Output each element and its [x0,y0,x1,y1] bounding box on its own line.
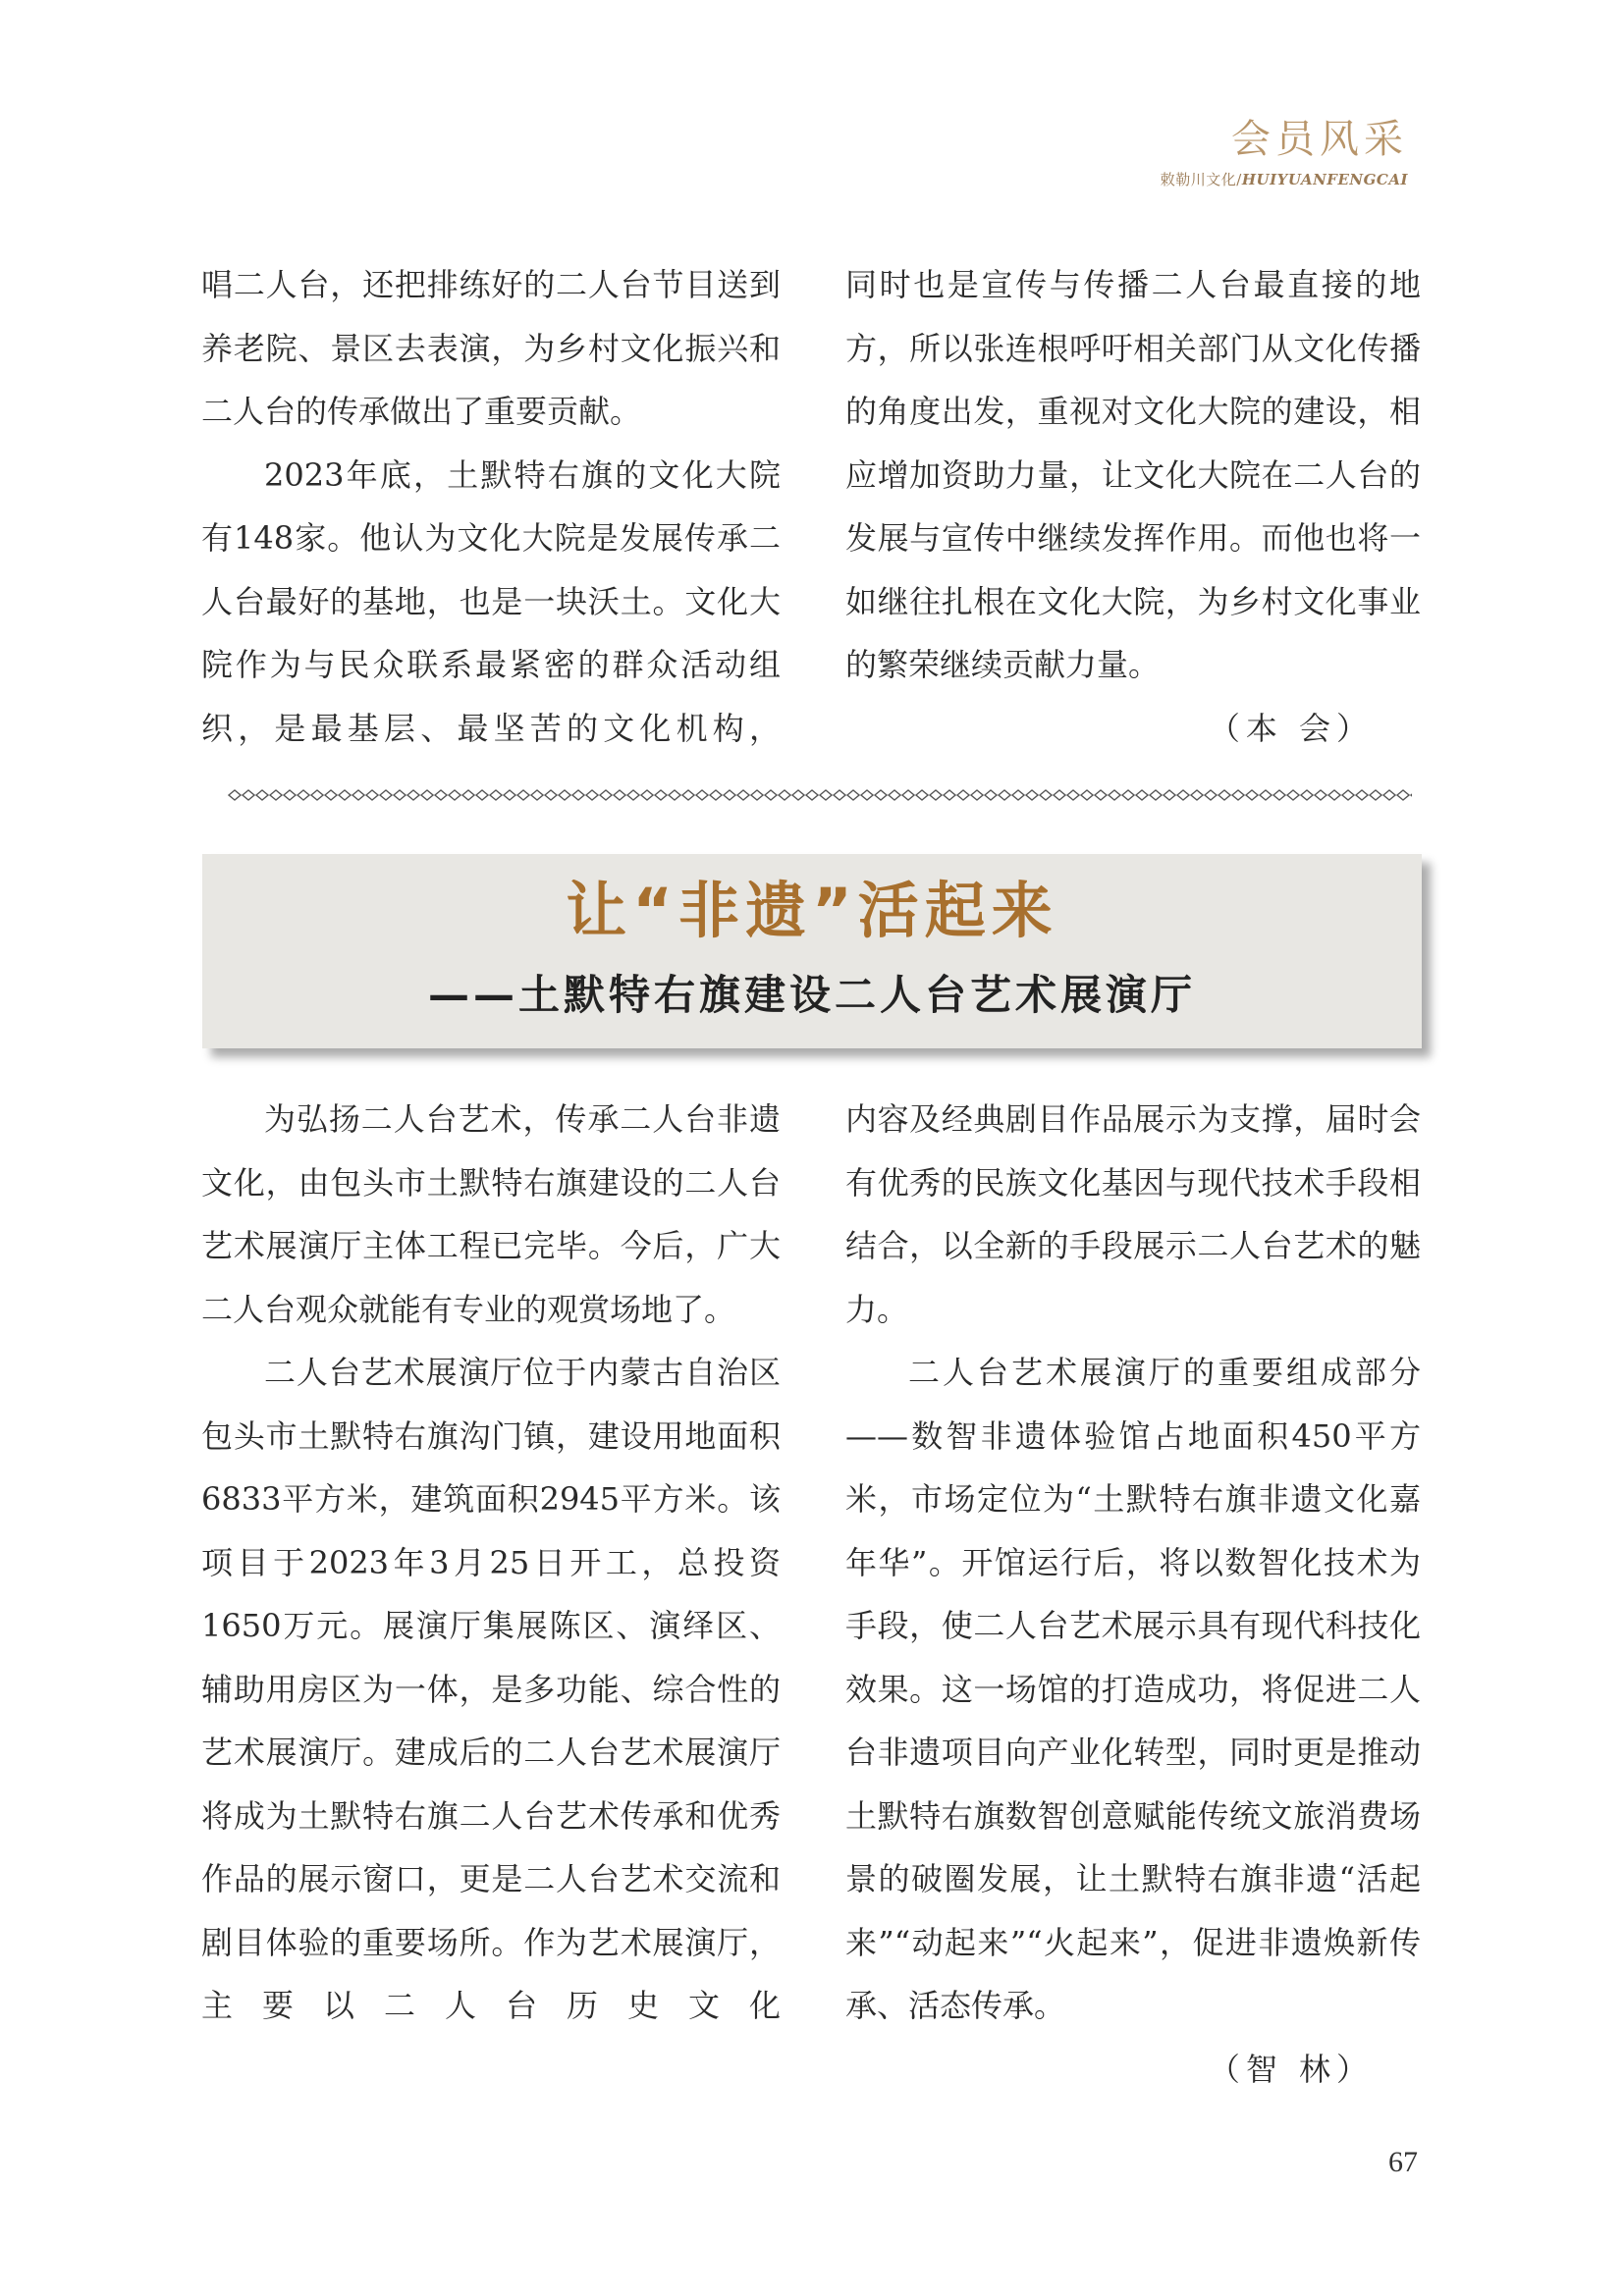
article-column-right [845,1088,1421,2101]
paragraph: 为弘扬二人台艺术，传承二人台非遗文化，由包头市土默特右旗建设的二人台艺术展演厅主体工程已完毕。今后，广大二人台观众就能有专业的观赏场地了。 [201,1100,781,1328]
paragraph: 二人台艺术展演厅位于内蒙古自治区包头市土默特右旗沟门镇，建设用地面积6833平方米，建筑面积2945平方米。该项目于2023年3月25日开工，总投资1650万元。展演厅集展陈区、演绎区、辅助用房区为一体，是多功能、综合性的艺术展演厅。建成后的二人台艺术展演厅将成为土默特右旗二人台艺术传承和优秀作品的展示窗口，更是二人台艺术交流和剧目体验的重要场所。作为艺术展演厅，主要以二人台历史文化 [201,1354,781,2024]
author-signature: （本 会） [1208,709,1374,747]
page-number: 67 [1388,2146,1418,2178]
section-sub-separator: / [1236,171,1242,188]
paragraph: 2023年底，土默特右旗的文化大院有148家。他认为文化大院是发展传承二人台最好的基地，也是一块沃土。文化大院作为与民众联系最紧密的群众活动组织，是最基层、最坚苦的文化机构， [201,455,781,747]
previous-article-column-right [845,253,1421,760]
previous-article-column-left [201,253,781,760]
paragraph: 内容及经典剧目作品展示为支撑，届时会有优秀的民族文化基因与现代技术手段相结合，以全新的手段展示二人台艺术的魅力。 [845,1100,1421,1328]
diamond-divider [228,782,1412,808]
author-signature: （智 林） [1208,2050,1374,2088]
paragraph: 同时也是宣传与传播二人台最直接的地方，所以张连根呼吁相关部门从文化传播的角度出发，重视对文化大院的建设，相应增加资助力量，让文化大院在二人台的发展与宣传中继续发挥作用。而他也将一如继往扎根在文化大院，为乡村文化事业的繁荣继续贡献力量。 [845,266,1421,683]
article-title-box [202,854,1422,1048]
article-title: 让“非遗”活起来 [566,875,1058,946]
section-sub-en: HUIYUANFENGCAI [1241,171,1408,188]
paragraph: 二人台艺术展演厅的重要组成部分——数智非遗体验馆占地面积450平方米，市场定位为“土默特右旗非遗文化嘉年华”。开馆运行后，将以数智化技术为手段，使二人台艺术展示具有现代科技化效果。这一场馆的打造成功，将促进二人台非遗项目向产业化转型，同时更是推动土默特右旗数智创意赋能传统文旅消费场景的破圈发展，让土默特右旗非遗“活起来”“动起来”“火起来”，促进非遗焕新传承、活态传承。 [845,1354,1421,2024]
section-subtitle [1161,169,1408,189]
section-sub-cn: 敕勒川文化 [1160,171,1237,188]
page-header [1161,116,1408,189]
section-title: 会员风采 [1231,117,1408,162]
article-subtitle: ——土默特右旗建设二人台艺术展演厅 [427,971,1196,1019]
article-column-left [201,1088,781,2038]
paragraph: 唱二人台，还把排练好的二人台节目送到养老院、景区去表演，为乡村文化振兴和二人台的传承做出了重要贡献。 [201,266,781,430]
